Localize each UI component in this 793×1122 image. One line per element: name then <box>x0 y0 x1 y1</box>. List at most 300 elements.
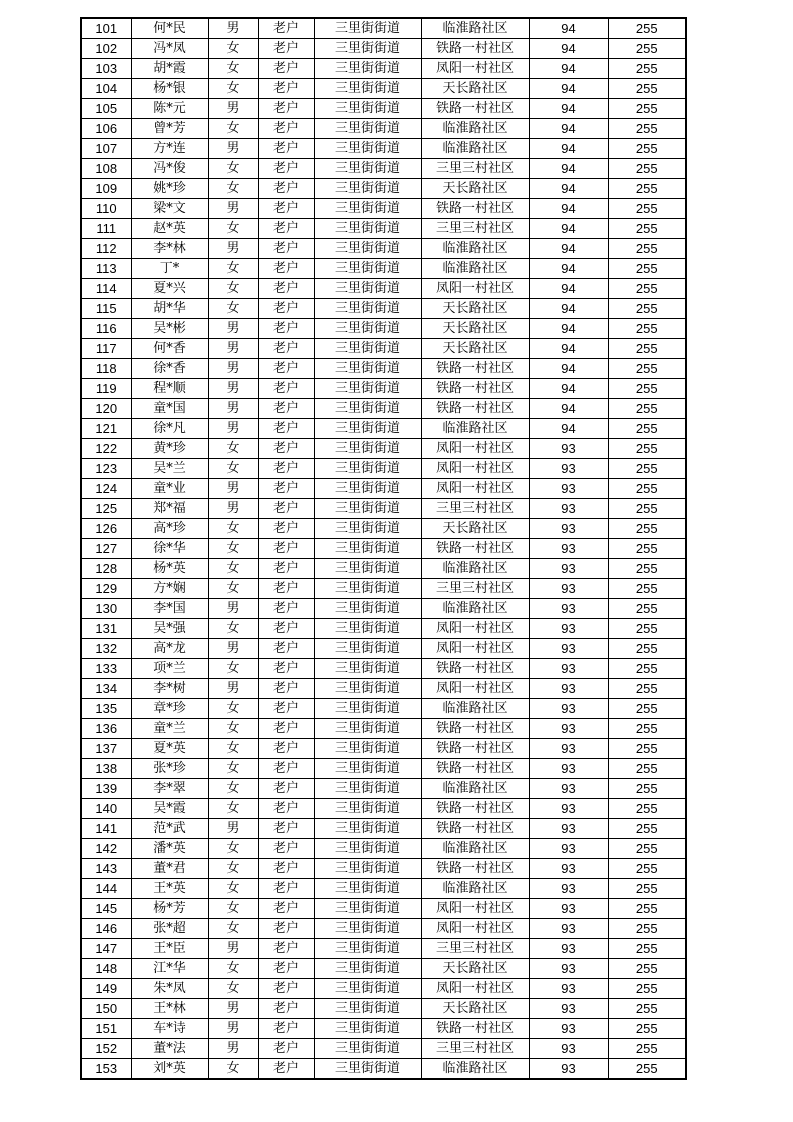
amount-cell: 255 <box>608 559 686 579</box>
amount-cell: 255 <box>608 879 686 899</box>
gender-cell: 女 <box>208 259 258 279</box>
household-type-cell: 老户 <box>258 499 314 519</box>
table-row <box>81 1059 686 1080</box>
subdistrict-cell: 三里街街道 <box>314 979 421 999</box>
row-number-cell: 128 <box>81 559 131 579</box>
gender-cell: 女 <box>208 719 258 739</box>
age-cell: 93 <box>529 539 608 559</box>
household-type-cell: 老户 <box>258 299 314 319</box>
amount-cell: 255 <box>608 119 686 139</box>
amount-cell: 255 <box>608 219 686 239</box>
table-row <box>81 879 686 899</box>
amount-cell: 255 <box>608 279 686 299</box>
amount-cell: 255 <box>608 419 686 439</box>
row-number-cell: 140 <box>81 799 131 819</box>
subdistrict-cell: 三里街街道 <box>314 439 421 459</box>
amount-cell: 255 <box>608 139 686 159</box>
age-cell: 93 <box>529 919 608 939</box>
age-cell: 93 <box>529 939 608 959</box>
gender-cell: 女 <box>208 619 258 639</box>
row-number-cell: 110 <box>81 199 131 219</box>
amount-cell: 255 <box>608 979 686 999</box>
table-row <box>81 699 686 719</box>
community-cell: 三里三村社区 <box>421 939 529 959</box>
gender-cell: 女 <box>208 779 258 799</box>
amount-cell: 255 <box>608 359 686 379</box>
resident-name-cell: 刘*英 <box>131 1059 208 1080</box>
table-row <box>81 579 686 599</box>
resident-name-cell: 冯*俊 <box>131 159 208 179</box>
age-cell: 93 <box>529 839 608 859</box>
gender-cell: 男 <box>208 479 258 499</box>
household-type-cell: 老户 <box>258 239 314 259</box>
age-cell: 94 <box>529 219 608 239</box>
resident-name-cell: 王*林 <box>131 999 208 1019</box>
age-cell: 94 <box>529 139 608 159</box>
subdistrict-cell: 三里街街道 <box>314 459 421 479</box>
resident-name-cell: 杨*芳 <box>131 899 208 919</box>
table-row <box>81 539 686 559</box>
household-type-cell: 老户 <box>258 59 314 79</box>
age-cell: 94 <box>529 159 608 179</box>
resident-name-cell: 梁*文 <box>131 199 208 219</box>
row-number-cell: 132 <box>81 639 131 659</box>
resident-name-cell: 吴*兰 <box>131 459 208 479</box>
gender-cell: 女 <box>208 899 258 919</box>
subdistrict-cell: 三里街街道 <box>314 99 421 119</box>
household-type-cell: 老户 <box>258 1019 314 1039</box>
resident-name-cell: 徐*香 <box>131 359 208 379</box>
community-cell: 铁路一村社区 <box>421 719 529 739</box>
resident-name-cell: 王*英 <box>131 879 208 899</box>
row-number-cell: 150 <box>81 999 131 1019</box>
amount-cell: 255 <box>608 159 686 179</box>
table-row <box>81 99 686 119</box>
subdistrict-cell: 三里街街道 <box>314 499 421 519</box>
resident-name-cell: 胡*霞 <box>131 59 208 79</box>
community-cell: 铁路一村社区 <box>421 99 529 119</box>
table-row <box>81 719 686 739</box>
amount-cell: 255 <box>608 299 686 319</box>
amount-cell: 255 <box>608 259 686 279</box>
household-type-cell: 老户 <box>258 819 314 839</box>
subdistrict-cell: 三里街街道 <box>314 239 421 259</box>
household-type-cell: 老户 <box>258 119 314 139</box>
gender-cell: 男 <box>208 1039 258 1059</box>
table-row <box>81 959 686 979</box>
row-number-cell: 131 <box>81 619 131 639</box>
row-number-cell: 117 <box>81 339 131 359</box>
age-cell: 94 <box>529 299 608 319</box>
amount-cell: 255 <box>608 839 686 859</box>
row-number-cell: 114 <box>81 279 131 299</box>
household-type-cell: 老户 <box>258 79 314 99</box>
gender-cell: 女 <box>208 119 258 139</box>
resident-name-cell: 潘*英 <box>131 839 208 859</box>
subdistrict-cell: 三里街街道 <box>314 419 421 439</box>
row-number-cell: 137 <box>81 739 131 759</box>
community-cell: 临淮路社区 <box>421 1059 529 1080</box>
amount-cell: 255 <box>608 239 686 259</box>
subdistrict-cell: 三里街街道 <box>314 619 421 639</box>
row-number-cell: 143 <box>81 859 131 879</box>
row-number-cell: 144 <box>81 879 131 899</box>
age-cell: 93 <box>529 479 608 499</box>
subdistrict-cell: 三里街街道 <box>314 859 421 879</box>
household-type-cell: 老户 <box>258 559 314 579</box>
amount-cell: 255 <box>608 719 686 739</box>
household-type-cell: 老户 <box>258 99 314 119</box>
age-cell: 93 <box>529 519 608 539</box>
age-cell: 93 <box>529 499 608 519</box>
resident-name-cell: 徐*凡 <box>131 419 208 439</box>
household-type-cell: 老户 <box>258 279 314 299</box>
household-type-cell: 老户 <box>258 979 314 999</box>
subdistrict-cell: 三里街街道 <box>314 739 421 759</box>
subdistrict-cell: 三里街街道 <box>314 299 421 319</box>
resident-name-cell: 曾*芳 <box>131 119 208 139</box>
amount-cell: 255 <box>608 679 686 699</box>
row-number-cell: 105 <box>81 99 131 119</box>
table-row <box>81 999 686 1019</box>
subdistrict-cell: 三里街街道 <box>314 379 421 399</box>
gender-cell: 女 <box>208 839 258 859</box>
community-cell: 临淮路社区 <box>421 239 529 259</box>
age-cell: 93 <box>529 799 608 819</box>
community-cell: 天长路社区 <box>421 339 529 359</box>
gender-cell: 女 <box>208 739 258 759</box>
subdistrict-cell: 三里街街道 <box>314 18 421 39</box>
row-number-cell: 113 <box>81 259 131 279</box>
resident-name-cell: 朱*凤 <box>131 979 208 999</box>
gender-cell: 女 <box>208 459 258 479</box>
age-cell: 93 <box>529 859 608 879</box>
row-number-cell: 146 <box>81 919 131 939</box>
roster-body <box>81 18 686 1079</box>
resident-name-cell: 李*翠 <box>131 779 208 799</box>
amount-cell: 255 <box>608 539 686 559</box>
age-cell: 93 <box>529 659 608 679</box>
age-cell: 93 <box>529 1019 608 1039</box>
roster-table <box>80 17 687 1080</box>
table-row <box>81 199 686 219</box>
age-cell: 94 <box>529 319 608 339</box>
community-cell: 凤阳一村社区 <box>421 899 529 919</box>
row-number-cell: 107 <box>81 139 131 159</box>
amount-cell: 255 <box>608 1019 686 1039</box>
table-row <box>81 519 686 539</box>
subdistrict-cell: 三里街街道 <box>314 319 421 339</box>
subdistrict-cell: 三里街街道 <box>314 779 421 799</box>
row-number-cell: 142 <box>81 839 131 859</box>
community-cell: 临淮路社区 <box>421 839 529 859</box>
amount-cell: 255 <box>608 79 686 99</box>
table-row <box>81 219 686 239</box>
amount-cell: 255 <box>608 199 686 219</box>
row-number-cell: 120 <box>81 399 131 419</box>
household-type-cell: 老户 <box>258 319 314 339</box>
amount-cell: 255 <box>608 99 686 119</box>
gender-cell: 男 <box>208 359 258 379</box>
resident-name-cell: 杨*英 <box>131 559 208 579</box>
gender-cell: 女 <box>208 979 258 999</box>
amount-cell: 255 <box>608 579 686 599</box>
household-type-cell: 老户 <box>258 419 314 439</box>
row-number-cell: 115 <box>81 299 131 319</box>
age-cell: 94 <box>529 399 608 419</box>
gender-cell: 女 <box>208 879 258 899</box>
household-type-cell: 老户 <box>258 359 314 379</box>
amount-cell: 255 <box>608 759 686 779</box>
amount-cell: 255 <box>608 339 686 359</box>
community-cell: 凤阳一村社区 <box>421 639 529 659</box>
age-cell: 93 <box>529 439 608 459</box>
row-number-cell: 121 <box>81 419 131 439</box>
gender-cell: 男 <box>208 999 258 1019</box>
row-number-cell: 103 <box>81 59 131 79</box>
community-cell: 三里三村社区 <box>421 1039 529 1059</box>
amount-cell: 255 <box>608 779 686 799</box>
age-cell: 94 <box>529 59 608 79</box>
resident-name-cell: 项*兰 <box>131 659 208 679</box>
table-row <box>81 939 686 959</box>
amount-cell: 255 <box>608 18 686 39</box>
age-cell: 94 <box>529 179 608 199</box>
table-row <box>81 639 686 659</box>
household-type-cell: 老户 <box>258 799 314 819</box>
gender-cell: 男 <box>208 379 258 399</box>
table-row <box>81 979 686 999</box>
amount-cell: 255 <box>608 179 686 199</box>
community-cell: 铁路一村社区 <box>421 859 529 879</box>
amount-cell: 255 <box>608 1059 686 1080</box>
subdistrict-cell: 三里街街道 <box>314 899 421 919</box>
row-number-cell: 119 <box>81 379 131 399</box>
resident-name-cell: 高*珍 <box>131 519 208 539</box>
household-type-cell: 老户 <box>258 759 314 779</box>
age-cell: 94 <box>529 359 608 379</box>
amount-cell: 255 <box>608 639 686 659</box>
table-row <box>81 139 686 159</box>
amount-cell: 255 <box>608 939 686 959</box>
gender-cell: 女 <box>208 559 258 579</box>
gender-cell: 女 <box>208 959 258 979</box>
subdistrict-cell: 三里街街道 <box>314 959 421 979</box>
table-row <box>81 679 686 699</box>
row-number-cell: 145 <box>81 899 131 919</box>
amount-cell: 255 <box>608 459 686 479</box>
gender-cell: 女 <box>208 859 258 879</box>
household-type-cell: 老户 <box>258 459 314 479</box>
table-row <box>81 739 686 759</box>
gender-cell: 女 <box>208 59 258 79</box>
age-cell: 93 <box>529 699 608 719</box>
gender-cell: 女 <box>208 159 258 179</box>
community-cell: 临淮路社区 <box>421 779 529 799</box>
community-cell: 铁路一村社区 <box>421 739 529 759</box>
resident-name-cell: 姚*珍 <box>131 179 208 199</box>
gender-cell: 女 <box>208 799 258 819</box>
community-cell: 铁路一村社区 <box>421 39 529 59</box>
resident-name-cell: 吴*霞 <box>131 799 208 819</box>
community-cell: 铁路一村社区 <box>421 799 529 819</box>
subdistrict-cell: 三里街街道 <box>314 1039 421 1059</box>
community-cell: 凤阳一村社区 <box>421 619 529 639</box>
age-cell: 93 <box>529 759 608 779</box>
subdistrict-cell: 三里街街道 <box>314 799 421 819</box>
resident-name-cell: 江*华 <box>131 959 208 979</box>
age-cell: 93 <box>529 779 608 799</box>
row-number-cell: 136 <box>81 719 131 739</box>
subdistrict-cell: 三里街街道 <box>314 59 421 79</box>
row-number-cell: 106 <box>81 119 131 139</box>
table-row <box>81 559 686 579</box>
household-type-cell: 老户 <box>258 779 314 799</box>
row-number-cell: 123 <box>81 459 131 479</box>
subdistrict-cell: 三里街街道 <box>314 219 421 239</box>
household-type-cell: 老户 <box>258 959 314 979</box>
table-row <box>81 859 686 879</box>
age-cell: 94 <box>529 79 608 99</box>
subdistrict-cell: 三里街街道 <box>314 839 421 859</box>
amount-cell: 255 <box>608 519 686 539</box>
household-type-cell: 老户 <box>258 599 314 619</box>
resident-name-cell: 吴*彬 <box>131 319 208 339</box>
household-type-cell: 老户 <box>258 439 314 459</box>
resident-name-cell: 童*兰 <box>131 719 208 739</box>
resident-name-cell: 范*武 <box>131 819 208 839</box>
gender-cell: 男 <box>208 399 258 419</box>
resident-name-cell: 张*珍 <box>131 759 208 779</box>
table-row <box>81 259 686 279</box>
community-cell: 三里三村社区 <box>421 499 529 519</box>
resident-name-cell: 丁* <box>131 259 208 279</box>
gender-cell: 女 <box>208 79 258 99</box>
subdistrict-cell: 三里街街道 <box>314 119 421 139</box>
household-type-cell: 老户 <box>258 859 314 879</box>
amount-cell: 255 <box>608 739 686 759</box>
resident-name-cell: 车*诗 <box>131 1019 208 1039</box>
subdistrict-cell: 三里街街道 <box>314 879 421 899</box>
row-number-cell: 122 <box>81 439 131 459</box>
household-type-cell: 老户 <box>258 199 314 219</box>
community-cell: 临淮路社区 <box>421 599 529 619</box>
row-number-cell: 124 <box>81 479 131 499</box>
subdistrict-cell: 三里街街道 <box>314 599 421 619</box>
household-type-cell: 老户 <box>258 699 314 719</box>
resident-name-cell: 李*树 <box>131 679 208 699</box>
resident-name-cell: 董*君 <box>131 859 208 879</box>
gender-cell: 男 <box>208 939 258 959</box>
subdistrict-cell: 三里街街道 <box>314 279 421 299</box>
subdistrict-cell: 三里街街道 <box>314 719 421 739</box>
amount-cell: 255 <box>608 819 686 839</box>
household-type-cell: 老户 <box>258 399 314 419</box>
resident-name-cell: 徐*华 <box>131 539 208 559</box>
household-type-cell: 老户 <box>258 939 314 959</box>
gender-cell: 男 <box>208 639 258 659</box>
household-type-cell: 老户 <box>258 579 314 599</box>
amount-cell: 255 <box>608 479 686 499</box>
resident-name-cell: 董*法 <box>131 1039 208 1059</box>
gender-cell: 女 <box>208 659 258 679</box>
row-number-cell: 147 <box>81 939 131 959</box>
community-cell: 铁路一村社区 <box>421 539 529 559</box>
subdistrict-cell: 三里街街道 <box>314 1019 421 1039</box>
subdistrict-cell: 三里街街道 <box>314 159 421 179</box>
community-cell: 铁路一村社区 <box>421 819 529 839</box>
resident-name-cell: 吴*强 <box>131 619 208 639</box>
table-row <box>81 1039 686 1059</box>
gender-cell: 男 <box>208 599 258 619</box>
amount-cell: 255 <box>608 959 686 979</box>
table-row <box>81 899 686 919</box>
community-cell: 铁路一村社区 <box>421 659 529 679</box>
age-cell: 94 <box>529 419 608 439</box>
subdistrict-cell: 三里街街道 <box>314 759 421 779</box>
age-cell: 94 <box>529 339 608 359</box>
amount-cell: 255 <box>608 599 686 619</box>
community-cell: 天长路社区 <box>421 999 529 1019</box>
community-cell: 铁路一村社区 <box>421 759 529 779</box>
community-cell: 凤阳一村社区 <box>421 59 529 79</box>
amount-cell: 255 <box>608 59 686 79</box>
subdistrict-cell: 三里街街道 <box>314 919 421 939</box>
age-cell: 93 <box>529 619 608 639</box>
household-type-cell: 老户 <box>258 879 314 899</box>
resident-name-cell: 郑*福 <box>131 499 208 519</box>
gender-cell: 男 <box>208 139 258 159</box>
row-number-cell: 104 <box>81 79 131 99</box>
gender-cell: 男 <box>208 239 258 259</box>
row-number-cell: 135 <box>81 699 131 719</box>
community-cell: 临淮路社区 <box>421 699 529 719</box>
household-type-cell: 老户 <box>258 339 314 359</box>
community-cell: 天长路社区 <box>421 959 529 979</box>
table-row <box>81 18 686 39</box>
row-number-cell: 139 <box>81 779 131 799</box>
community-cell: 凤阳一村社区 <box>421 459 529 479</box>
gender-cell: 男 <box>208 18 258 39</box>
age-cell: 94 <box>529 39 608 59</box>
amount-cell: 255 <box>608 439 686 459</box>
table-row <box>81 419 686 439</box>
resident-name-cell: 方*娴 <box>131 579 208 599</box>
table-row <box>81 299 686 319</box>
community-cell: 临淮路社区 <box>421 419 529 439</box>
amount-cell: 255 <box>608 659 686 679</box>
row-number-cell: 109 <box>81 179 131 199</box>
row-number-cell: 116 <box>81 319 131 339</box>
household-type-cell: 老户 <box>258 519 314 539</box>
row-number-cell: 134 <box>81 679 131 699</box>
resident-name-cell: 程*顺 <box>131 379 208 399</box>
community-cell: 凤阳一村社区 <box>421 919 529 939</box>
community-cell: 天长路社区 <box>421 179 529 199</box>
table-row <box>81 439 686 459</box>
row-number-cell: 118 <box>81 359 131 379</box>
gender-cell: 女 <box>208 579 258 599</box>
household-type-cell: 老户 <box>258 379 314 399</box>
resident-name-cell: 黄*珍 <box>131 439 208 459</box>
household-type-cell: 老户 <box>258 719 314 739</box>
household-type-cell: 老户 <box>258 18 314 39</box>
resident-name-cell: 章*珍 <box>131 699 208 719</box>
gender-cell: 男 <box>208 499 258 519</box>
resident-name-cell: 王*臣 <box>131 939 208 959</box>
row-number-cell: 152 <box>81 1039 131 1059</box>
gender-cell: 女 <box>208 299 258 319</box>
